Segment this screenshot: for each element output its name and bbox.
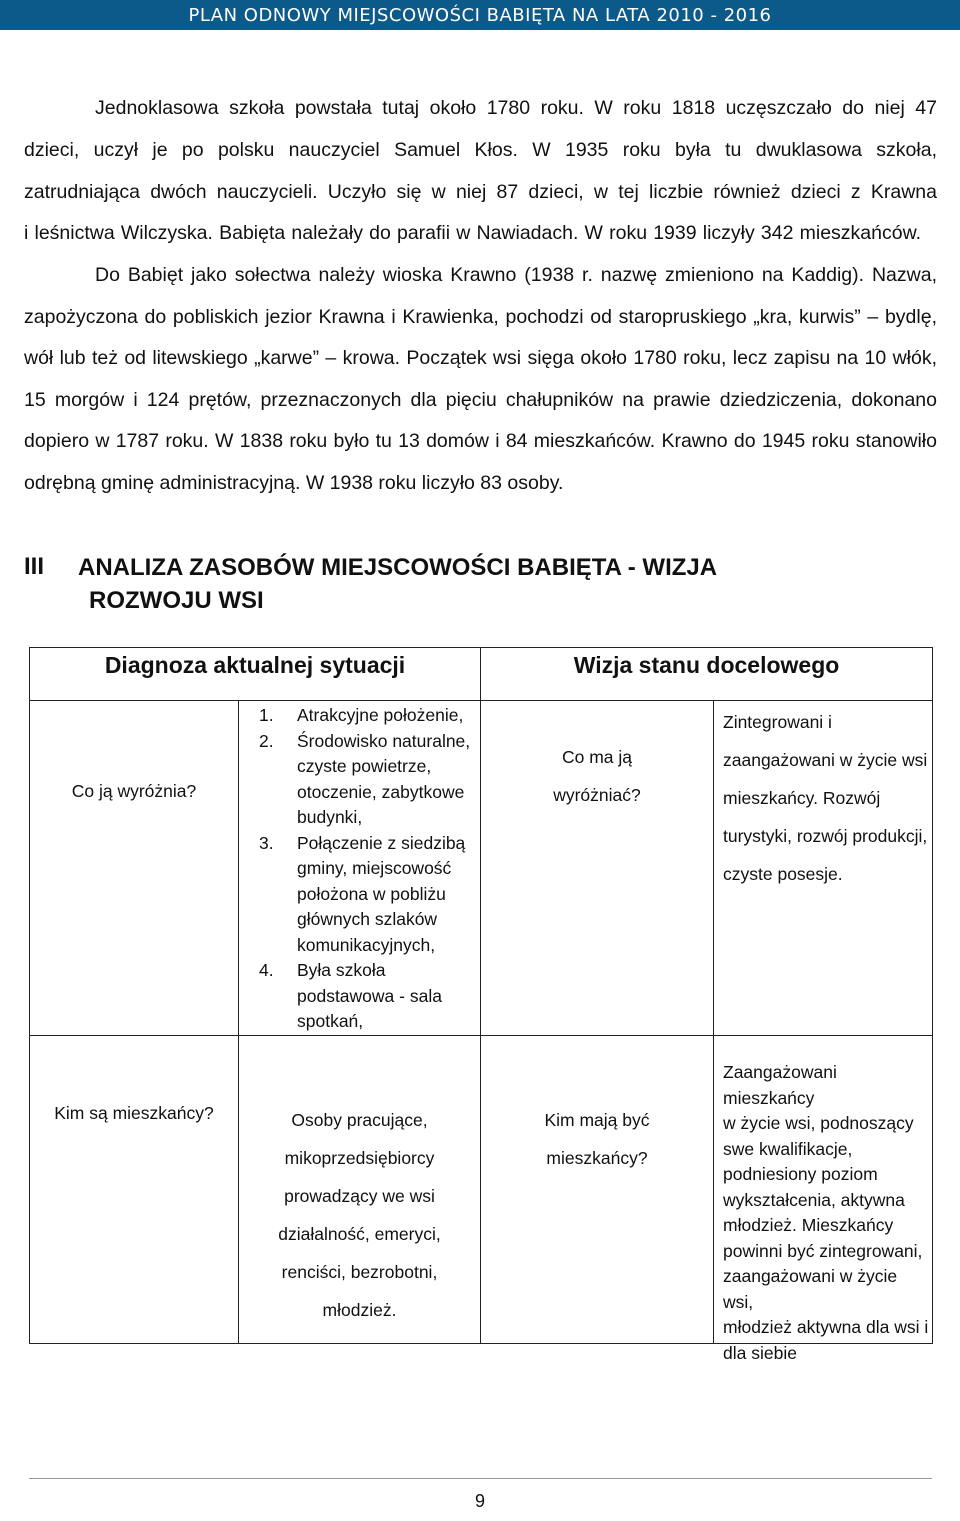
body-line-4: i leśnictwa Wilczyska. Babięta należały do parafii w Nawiadach. W roku 1939 liczyły 342 mieszkańców. xyxy=(24,222,921,244)
list-item: 2. Środowisko naturalne, czyste powietrze, otoczenie, zabytkowe budynki, xyxy=(259,730,471,827)
body-line-2: dzieci, uczył je po polsku nauczyciel Samuel Kłos. W 1935 roku była tu dwuklasowa szkoła, xyxy=(24,139,937,161)
row1-question-left: Co ją wyróżnia? xyxy=(30,701,239,1036)
header-title: PLAN ODNOWY MIEJSCOWOŚCI BABIĘTA NA LATA 2010 - 2016 xyxy=(188,4,772,26)
list-item: 1. Atrakcyjne położenie, xyxy=(259,705,464,725)
analysis-table xyxy=(29,647,933,1363)
body-line-10: odrębną gminę administracyjną. W 1938 roku liczyło 83 osoby. xyxy=(24,472,564,494)
row2-question-left: Kim są mieszkańcy? xyxy=(30,1036,239,1344)
body-line-7: wół lub też od litewskiego „karwe” – krowa. Początek wsi sięga około 1780 roku, lecz zapisu na 10 włók, xyxy=(24,347,937,369)
body-line-1: Jednoklasowa szkoła powstała tutaj około 1780 roku. W roku 1818 uczęszczało do niej 47 xyxy=(95,97,937,119)
body-line-8: 15 morgów i 124 prętów, przeznaczonych dla pięciu chałupników na prawie dziedziczenia, dokonano xyxy=(24,389,937,411)
features-list xyxy=(259,703,470,1035)
table-row xyxy=(30,701,933,1036)
list-item: 4. Była szkoła podstawowa - sala spotkań, xyxy=(259,960,442,1031)
document-header xyxy=(0,0,960,30)
section-number: III xyxy=(24,553,45,580)
row2-answer-cell: Osoby pracujące, mikoprzedsiębiorcy prowadzący we wsi działalność, emeryci, renciści, bezrobotni, młodzież. xyxy=(239,1036,481,1344)
page-number: 9 xyxy=(474,1491,485,1511)
row2-question-right: Kim mają być mieszkańcy? xyxy=(481,1036,714,1344)
row2-vision-cell: Zaangażowani mieszkańcy w życie wsi, podnoszący swe kwalifikacje, podniesiony poziom wykształcenia, aktywna młodzież. Mieszkańcy powinni być zintegrowani, zaangażowani w życie wsi, młodzież aktywna dla wsi i dla siebie xyxy=(714,1036,933,1344)
row1-question-right: Co ma ją wyróżniać? xyxy=(481,701,714,1036)
list-item: 3. Połączenie z siedzibą gminy, miejscowość położona w pobliżu głównych szlaków komunikacyjnych, xyxy=(259,832,466,955)
body-line-6: zapożyczona do pobliskich jezior Krawna i Krawienka, pochodzi od staropruskiego „kra, kurwis” – bydlę, xyxy=(24,306,937,328)
section-title xyxy=(78,551,717,617)
row1-vision-cell: Zintegrowani i zaangażowani w życie wsi mieszkańcy. Rozwój turystyki, rozwój produkcji, czyste posesje. xyxy=(714,701,933,1036)
header-vision: Wizja stanu docelowego xyxy=(481,648,933,701)
header-diagnosis: Diagnoza aktualnej sytuacji xyxy=(30,648,481,701)
table-row xyxy=(30,1036,933,1344)
body-line-5: Do Babięt jako sołectwa należy wioska Krawno (1938 r. nazwę zmieniono na Kaddig). Nazwa, xyxy=(95,264,937,286)
body-line-9: dopiero w 1787 roku. W 1838 roku było tu 13 domów i 84 mieszkańców. Krawno do 1945 roku stanowiło xyxy=(24,430,937,452)
footer-divider xyxy=(29,1478,932,1479)
row1-list-cell xyxy=(239,701,481,1036)
section-title-line-1: ANALIZA ZASOBÓW MIEJSCOWOŚCI BABIĘTA - WIZJA xyxy=(78,554,718,581)
section-title-line-2: ROZWOJU WSI xyxy=(89,587,264,614)
body-line-3: zatrudniająca dwóch nauczycieli. Uczyło się w niej 87 dzieci, w tej liczbie również dzieci z Krawna xyxy=(24,181,937,203)
table-header-row xyxy=(30,648,933,701)
